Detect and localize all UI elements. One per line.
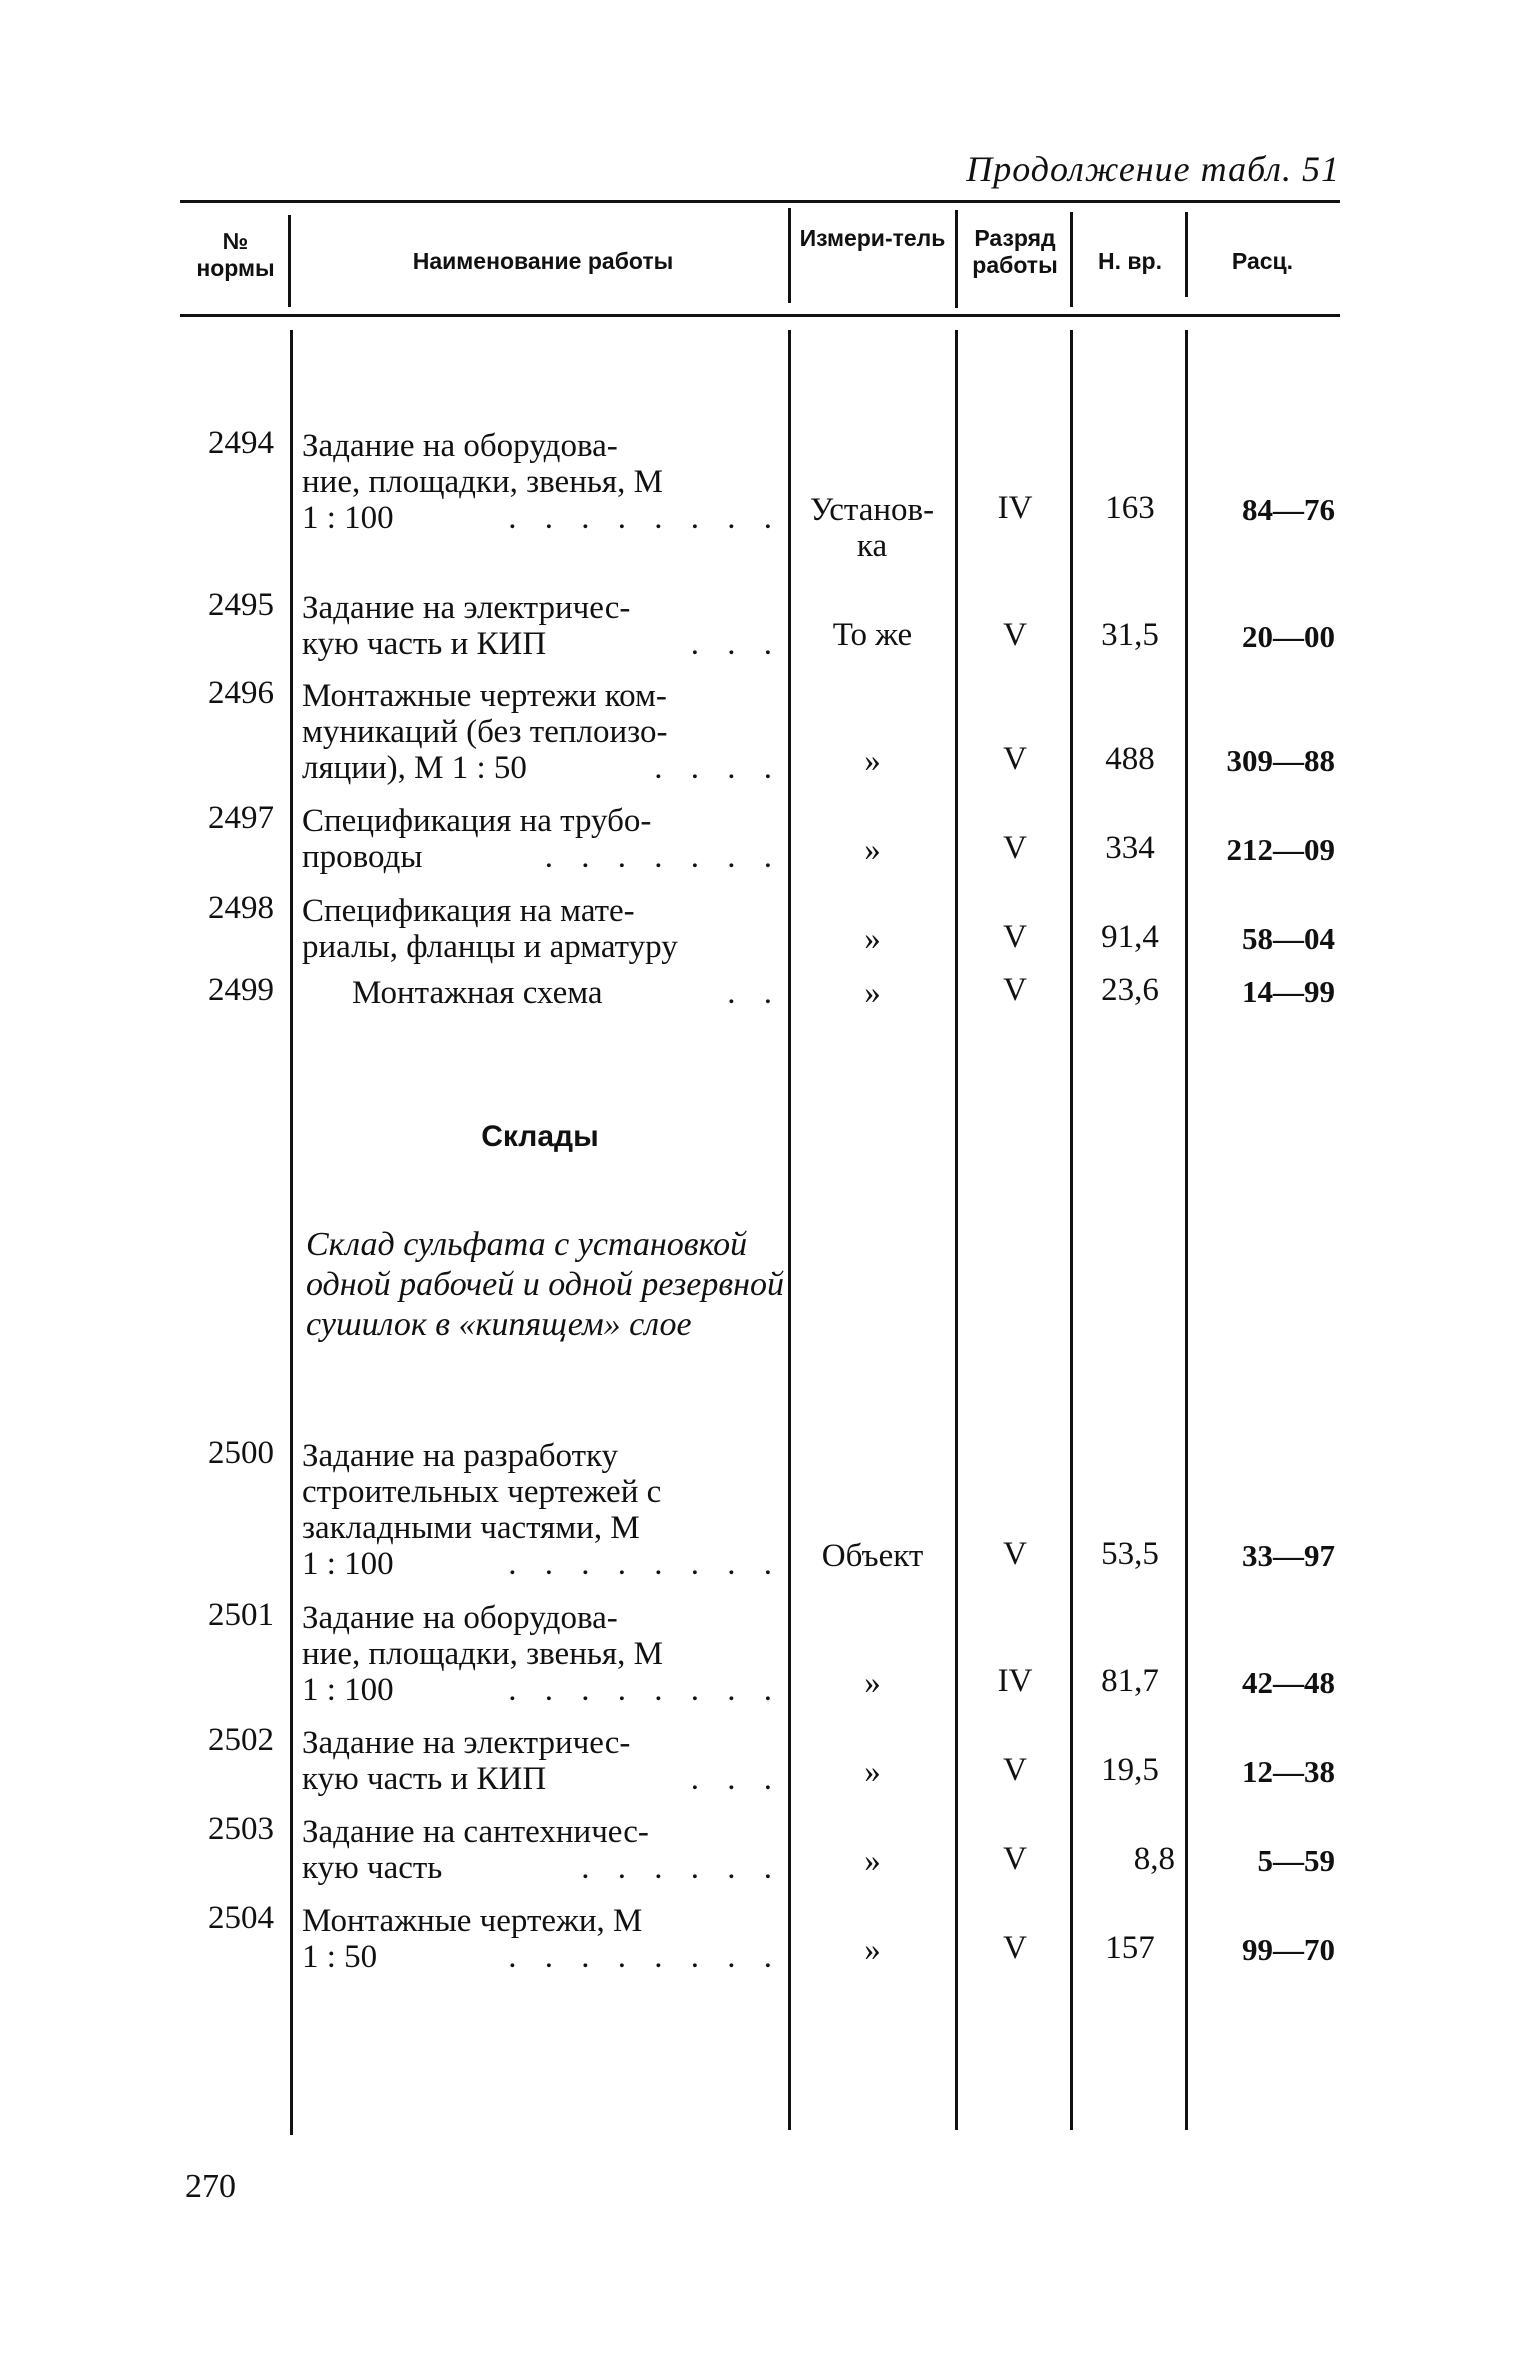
row-2494-norm: 163	[1105, 490, 1155, 526]
row-2500-unit: Объект	[821, 1538, 924, 1574]
row-2498-grade: V	[1003, 919, 1027, 955]
row-2499-unit: »	[864, 975, 881, 1011]
page-number: 270	[185, 2168, 236, 2205]
header-bottom-rule	[180, 314, 1340, 317]
row-2494-unit: Установ-ка	[809, 492, 935, 564]
header-name: Наименование работы	[412, 248, 674, 274]
row-2504-price: 99—70	[1242, 1932, 1335, 1967]
row-2494-price: 84—76	[1242, 492, 1335, 527]
row-2501-name: Задание на оборудова- ние, площадки, звенья, М 1 : 100 . . . . . . . .	[302, 1600, 782, 1708]
row-2504-name: Монтажные чертежи, М 1 : 50 . . . . . . . .	[302, 1903, 782, 1975]
row-2500-name: Задание на разработку строительных чертежей с закладными частями, М 1 : 100 . . . . . . . .	[302, 1438, 782, 1582]
row-2504-no: 2504	[208, 1900, 274, 1936]
row-2503-unit: »	[864, 1843, 881, 1879]
row-2497-unit: »	[864, 832, 881, 868]
header-divider-3	[955, 210, 958, 308]
header-divider-2	[788, 208, 791, 303]
row-2502-price: 12—38	[1242, 1754, 1335, 1789]
row-2496-no: 2496	[208, 675, 274, 711]
row-2498-name: Спецификация на мате- риалы, фланцы и арматуру	[302, 893, 678, 965]
row-2501-unit: »	[864, 1665, 881, 1701]
row-2496-name: Монтажные чертежи ком- муникаций (без теплоизо- ляции), М 1 : 50 . . . .	[302, 678, 782, 786]
row-2499-price: 14—99	[1242, 974, 1335, 1009]
row-2503-no: 2503	[208, 1811, 274, 1847]
body-divider-5	[1185, 330, 1188, 2130]
row-2497-price: 212—09	[1226, 832, 1335, 867]
header-norm: Н. вр.	[1098, 248, 1162, 274]
header-unit: Измери-тель	[799, 225, 946, 251]
row-2503-name: Задание на сантехничес- кую часть . . . . . .	[302, 1814, 782, 1886]
row-2500-grade: V	[1003, 1536, 1027, 1572]
row-2495-norm: 31,5	[1101, 617, 1159, 653]
row-2496-norm: 488	[1105, 741, 1155, 777]
row-2496-grade: V	[1003, 741, 1027, 777]
header-divider-4	[1070, 212, 1073, 307]
row-2500-price: 33—97	[1242, 1538, 1335, 1573]
row-2499-norm: 23,6	[1101, 972, 1159, 1008]
row-2503-norm: 8,8	[1133, 1841, 1175, 1877]
row-2500-no: 2500	[208, 1435, 274, 1471]
row-2502-unit: »	[864, 1754, 881, 1790]
row-2499-grade: V	[1003, 972, 1027, 1008]
table-caption: Продолжение табл. 51	[966, 149, 1340, 189]
row-2497-name: Спецификация на трубо- проводы . . . . . . .	[302, 803, 782, 875]
row-2496-price: 309—88	[1226, 743, 1335, 778]
row-2494-grade: IV	[997, 490, 1033, 526]
header-top-rule	[180, 200, 1340, 203]
row-2498-no: 2498	[208, 890, 274, 926]
row-2496-unit: »	[864, 743, 881, 779]
row-2501-grade: IV	[997, 1663, 1033, 1699]
header-divider-5	[1185, 212, 1188, 297]
row-2501-norm: 81,7	[1101, 1663, 1159, 1699]
row-2494-name: Задание на оборудова- ние, площадки, звенья, М 1 : 100 . . . . . . . .	[302, 428, 782, 536]
row-2504-unit: »	[864, 1932, 881, 1968]
header-divider-1	[288, 215, 291, 307]
row-2500-norm: 53,5	[1101, 1536, 1159, 1572]
row-2503-price: 5—59	[1257, 1843, 1335, 1878]
row-2501-price: 42—48	[1242, 1665, 1335, 1700]
row-2504-grade: V	[1003, 1930, 1027, 1966]
row-2498-price: 58—04	[1242, 921, 1335, 956]
row-2504-norm: 157	[1105, 1930, 1155, 1966]
row-2498-unit: »	[864, 921, 881, 957]
row-2495-grade: V	[1003, 617, 1027, 653]
row-2495-no: 2495	[208, 587, 274, 623]
row-2495-unit: То же	[832, 617, 913, 653]
row-2499-name: Монтажная схема . .	[352, 975, 782, 1011]
row-2503-grade: V	[1003, 1841, 1027, 1877]
row-2498-norm: 91,4	[1101, 919, 1159, 955]
header-no: № нормы	[196, 228, 275, 281]
row-2494-no: 2494	[208, 425, 274, 461]
row-2502-name: Задание на электричес- кую часть и КИП . . .	[302, 1725, 782, 1797]
header-price: Расц.	[1231, 248, 1294, 274]
subsection-title: Склад сульфата с установкой одной рабочей и одной резервной сушилок в «кипящем» слое	[306, 1226, 784, 1343]
row-2501-no: 2501	[208, 1597, 274, 1633]
row-2497-norm: 334	[1105, 830, 1155, 866]
header-grade: Разряд работы	[972, 225, 1058, 278]
row-2495-price: 20—00	[1242, 619, 1335, 654]
row-2502-no: 2502	[208, 1722, 274, 1758]
body-divider-3	[955, 330, 958, 2130]
row-2497-no: 2497	[208, 800, 274, 836]
row-2495-name: Задание на электричес- кую часть и КИП . . .	[302, 590, 782, 662]
body-divider-4	[1070, 330, 1073, 2130]
row-2502-grade: V	[1003, 1752, 1027, 1788]
section-title: Склады	[481, 1120, 599, 1153]
body-divider-1	[290, 330, 293, 2135]
row-2497-grade: V	[1003, 830, 1027, 866]
row-2499-no: 2499	[208, 972, 274, 1008]
row-2502-norm: 19,5	[1101, 1752, 1159, 1788]
